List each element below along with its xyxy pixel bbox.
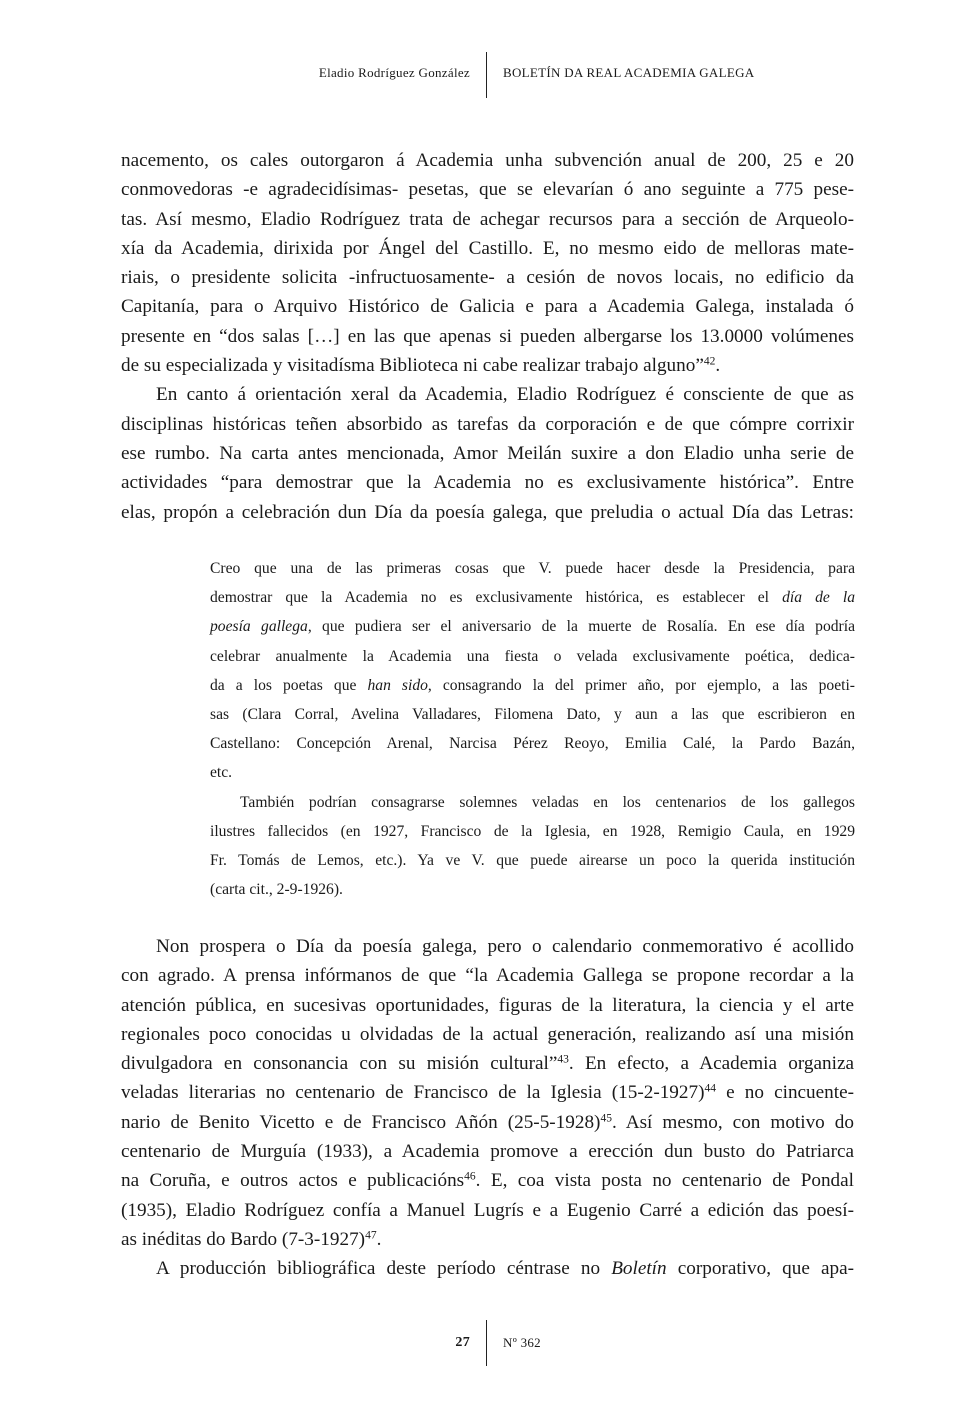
text-segment: Capitanía, para o Arquivo Histórico de Galicia e para a Academia Galega, instalada ó [121, 296, 854, 318]
text-line [121, 1254, 854, 1283]
text-segment: Castellano: Concepción Arenal, Narcisa Pérez Reoyo, Emilia Calé, la Pardo Bazán, [210, 735, 855, 753]
text-line [210, 788, 855, 817]
text-segment: demostrar que la Academia no es exclusivamente histórica, es establecer el [210, 589, 783, 607]
italic-text: han sido [367, 676, 428, 694]
italic-text: poesía gallega [210, 618, 308, 636]
text-segment: as inéditas do Bardo (7-3-1927) [121, 1228, 366, 1250]
text-segment: , consagrando la del primer año, por ejemplo, a las poeti- [427, 676, 855, 694]
text-segment: na Coruña, e outros actos e publicacións [121, 1170, 465, 1192]
text-segment: Non prospera o Día da poesía galega, pero o calendario conmemorativo é acollido [156, 936, 854, 957]
text-segment: . [715, 355, 721, 377]
text-line [121, 439, 854, 468]
text-line [210, 583, 855, 612]
body-paragraphs [121, 932, 854, 1284]
text-segment: centenario de Murguía (1933), a Academia promove a erección dun busto do Patriarca [121, 1141, 854, 1163]
text-segment: . En efecto, a Academia organiza [568, 1053, 854, 1075]
text-segment: disciplinas históricas teñen absorbido as tarefas da corporación e de que cómpre corrixir [121, 413, 854, 435]
text-segment: conmovedoras -e agradecidísimas- pesetas, que se elevarían ó ano seguinte a 775 pese- [121, 179, 854, 201]
text-line [210, 700, 855, 729]
footnote-ref: 45 [600, 1112, 612, 1125]
footnote-ref: 46 [464, 1171, 476, 1184]
text-line [121, 1137, 854, 1166]
text-segment: sas (Clara Corral, Avelina Valladares, Filomena Dato, y aun a las que escribieron en [210, 705, 855, 723]
text-line [210, 846, 855, 875]
text-line [210, 729, 855, 758]
issue-number: Nº 362 [503, 1335, 541, 1350]
text-segment: celebrar anualmente la Academia una fiesta o velada exclusivamente poética, dedica- [210, 647, 855, 665]
text-line [210, 554, 855, 583]
text-segment: (carta cit., 2-9-1926). [210, 881, 343, 899]
text-line [210, 612, 855, 641]
text-segment: actividades “para demostrar que la Academia no es exclusivamente histórica”. Entre [121, 472, 854, 494]
text-segment: . [376, 1228, 382, 1250]
text-line [210, 875, 855, 904]
text-line [121, 175, 854, 204]
text-line [121, 498, 854, 527]
footnote-ref: 47 [365, 1229, 377, 1242]
block-quote [210, 554, 855, 904]
text-line [121, 1108, 854, 1137]
text-segment: . E, coa vista posta no centenario de Pondal [475, 1170, 854, 1192]
text-line [121, 146, 854, 175]
text-segment: de su especializada y visitadísma Biblioteca ni cabe realizar trabajo alguno” [121, 355, 704, 377]
italic-text: día de la [782, 589, 855, 607]
text-segment: con agrado. A prensa infórmanos de que “la Academia Gallega se propone recordar a la [121, 965, 854, 987]
text-segment: tas. Así mesmo, Eladio Rodríguez trata de achegar recursos para a sección de Arqueolo- [121, 208, 854, 230]
text-segment: Creo que una de las primeras cosas que V. puede hacer desde la Presidencia, para [210, 560, 855, 577]
footnote-ref: 43 [557, 1053, 569, 1066]
text-line [121, 234, 854, 263]
text-segment: ese rumbo. Na carta antes mencionada, Amor Meilán suxire a don Eladio unha serie de [121, 442, 854, 464]
text-segment: atención pública, en sucesivas oportunidades, figuras de la literatura, la ciencia y el arte [121, 994, 854, 1016]
text-line [121, 1196, 854, 1225]
text-segment: e no cincuente- [715, 1082, 854, 1104]
text-line [121, 961, 854, 990]
text-segment: da a los poetas que [210, 676, 368, 694]
text-line [121, 292, 854, 321]
text-line [121, 263, 854, 292]
text-segment: divulgadora en consonancia con su misión cultural” [121, 1053, 558, 1075]
text-line [121, 991, 854, 1020]
text-line [210, 817, 855, 846]
footnote-ref: 42 [703, 355, 716, 368]
text-line [121, 1166, 854, 1195]
text-segment: riais, o presidente solicita -infructuosamente- a cesión de novos locais, no edificio da [121, 267, 854, 289]
text-line [121, 468, 854, 497]
body-paragraphs [121, 146, 854, 527]
text-line [121, 205, 854, 234]
header-divider [486, 52, 487, 98]
footnote-ref: 44 [704, 1083, 716, 1096]
text-line [121, 351, 854, 380]
text-line [121, 410, 854, 439]
text-segment: ilustres fallecidos (en 1927, Francisco de la Iglesia, en 1928, Remigio Caula, en 1929 [210, 822, 855, 840]
text-segment: . Así mesmo, con motivo do [611, 1111, 854, 1133]
text-segment: A producción bibliográfica deste período céntrase no [156, 1258, 612, 1280]
footer-divider [486, 1320, 487, 1366]
text-line [210, 671, 855, 700]
text-segment: regionales poco conocidas u olvidadas de la actual generación, realizando así una misión [121, 1023, 854, 1045]
text-segment: veladas literarias no centenario de Francisco de la Iglesia (15-2-1927) [121, 1082, 705, 1104]
italic-text: Boletín [611, 1258, 667, 1280]
text-line [121, 1020, 854, 1049]
text-segment: , que pudiera ser el aniversario de la muerte de Rosalía. En ese día podría [307, 618, 855, 636]
running-header-author: Eladio Rodríguez González [318, 65, 470, 80]
text-segment: presente en “dos salas […] en las que apenas si pueden albergarse los 13.0000 volúmenes [121, 325, 854, 347]
text-segment: (1935), Eladio Rodríguez confía a Manuel Lugrís e a Eugenio Carré a edición das poesí- [121, 1199, 854, 1221]
text-line [121, 1049, 854, 1078]
text-segment: Fr. Tomás de Lemos, etc.). Ya ve V. que puede airearse un poco la querida institución [210, 851, 855, 869]
text-segment: También podrían consagrarse solemnes veladas en los centenarios de los gallegos [240, 793, 855, 811]
text-line [121, 1225, 854, 1254]
text-line [121, 1078, 854, 1107]
text-segment: etc. [210, 764, 233, 782]
text-segment: corporativo, que apa- [666, 1258, 854, 1280]
running-header-journal: BOLETÍN DA REAL ACADEMIA GALEGA [503, 65, 755, 80]
text-segment: En canto á orientación xeral da Academia, Eladio Rodríguez é consciente de que as [156, 384, 854, 406]
text-line [121, 932, 854, 961]
text-line [121, 322, 854, 351]
page-number: 27 [455, 1335, 470, 1350]
text-segment: nacemento, os cales outorgaron á Academia unha subvención anual de 200, 25 e 20 [121, 150, 854, 171]
text-line [121, 380, 854, 409]
text-line [210, 758, 855, 787]
text-line [210, 642, 855, 671]
text-segment: xía da Academia, dirixida por Ángel del Castillo. E, no mesmo eido de melloras mate- [121, 237, 854, 259]
text-segment: nario de Benito Vicetto e de Francisco Añón (25-5-1928) [121, 1111, 601, 1133]
text-segment: elas, propón a celebración dun Día da poesía galega, que preludia o actual Día das Letras: [121, 501, 854, 523]
